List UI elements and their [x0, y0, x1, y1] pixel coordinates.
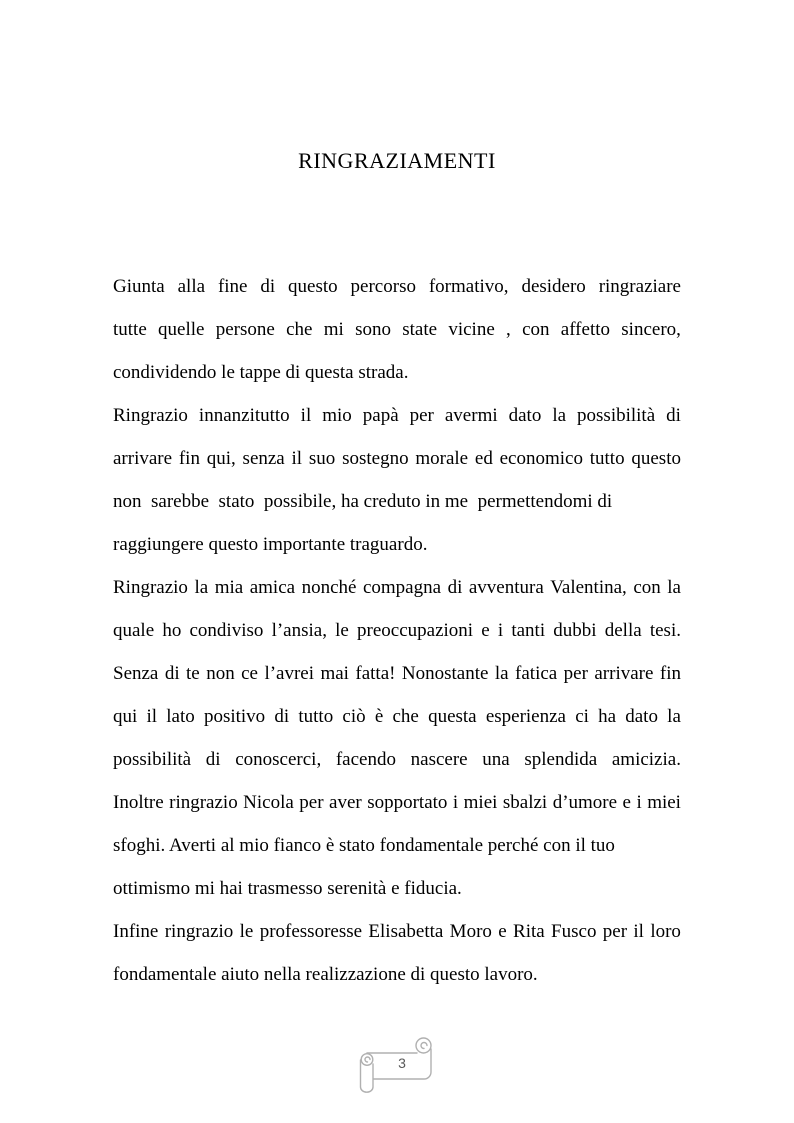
document-body	[113, 265, 681, 996]
text-line: arrivare fin qui, senza il suo sostegno morale ed economico tutto questo	[113, 448, 681, 469]
text-line: possibilità di conoscerci, facendo nascere una splendida amicizia.	[113, 749, 681, 770]
text-line: qui il lato positivo di tutto ciò è che questa esperienza ci ha dato la	[113, 706, 681, 727]
text-line: Inoltre ringrazio Nicola per aver sopportato i miei sbalzi d’umore e i miei	[113, 792, 681, 813]
text-line: Ringrazio innanzitutto il mio papà per avermi dato la possibilità di	[113, 405, 681, 426]
page-number: 3	[398, 1055, 406, 1071]
page-title: RINGRAZIAMENTI	[298, 148, 496, 173]
text-line: tutte quelle persone che mi sono state vicine , con affetto sincero,	[113, 319, 681, 340]
text-line: quale ho condiviso l’ansia, le preoccupazioni e i tanti dubbi della tesi.	[113, 620, 681, 641]
text-line: Giunta alla fine di questo percorso formativo, desidero ringraziare	[113, 276, 681, 297]
text-line: raggiungere questo importante traguardo.	[113, 534, 428, 555]
page-footer	[357, 1036, 437, 1098]
text-line: sfoghi. Averti al mio fianco è stato fondamentale perché con il tuo	[113, 835, 615, 856]
text-line: Ringrazio la mia amica nonché compagna di avventura Valentina, con la	[113, 577, 681, 598]
text-line: non sarebbe stato possibile, ha creduto in me permettendomi di	[113, 491, 613, 512]
text-line: ottimismo mi hai trasmesso serenità e fiducia.	[113, 878, 462, 899]
text-line: condividendo le tappe di questa strada.	[113, 362, 409, 383]
text-line: Infine ringrazio le professoresse Elisabetta Moro e Rita Fusco per il loro	[113, 921, 681, 942]
text-line: Senza di te non ce l’avrei mai fatta! Nonostante la fatica per arrivare fin	[113, 663, 681, 684]
text-line: fondamentale aiuto nella realizzazione di questo lavoro.	[113, 964, 538, 985]
